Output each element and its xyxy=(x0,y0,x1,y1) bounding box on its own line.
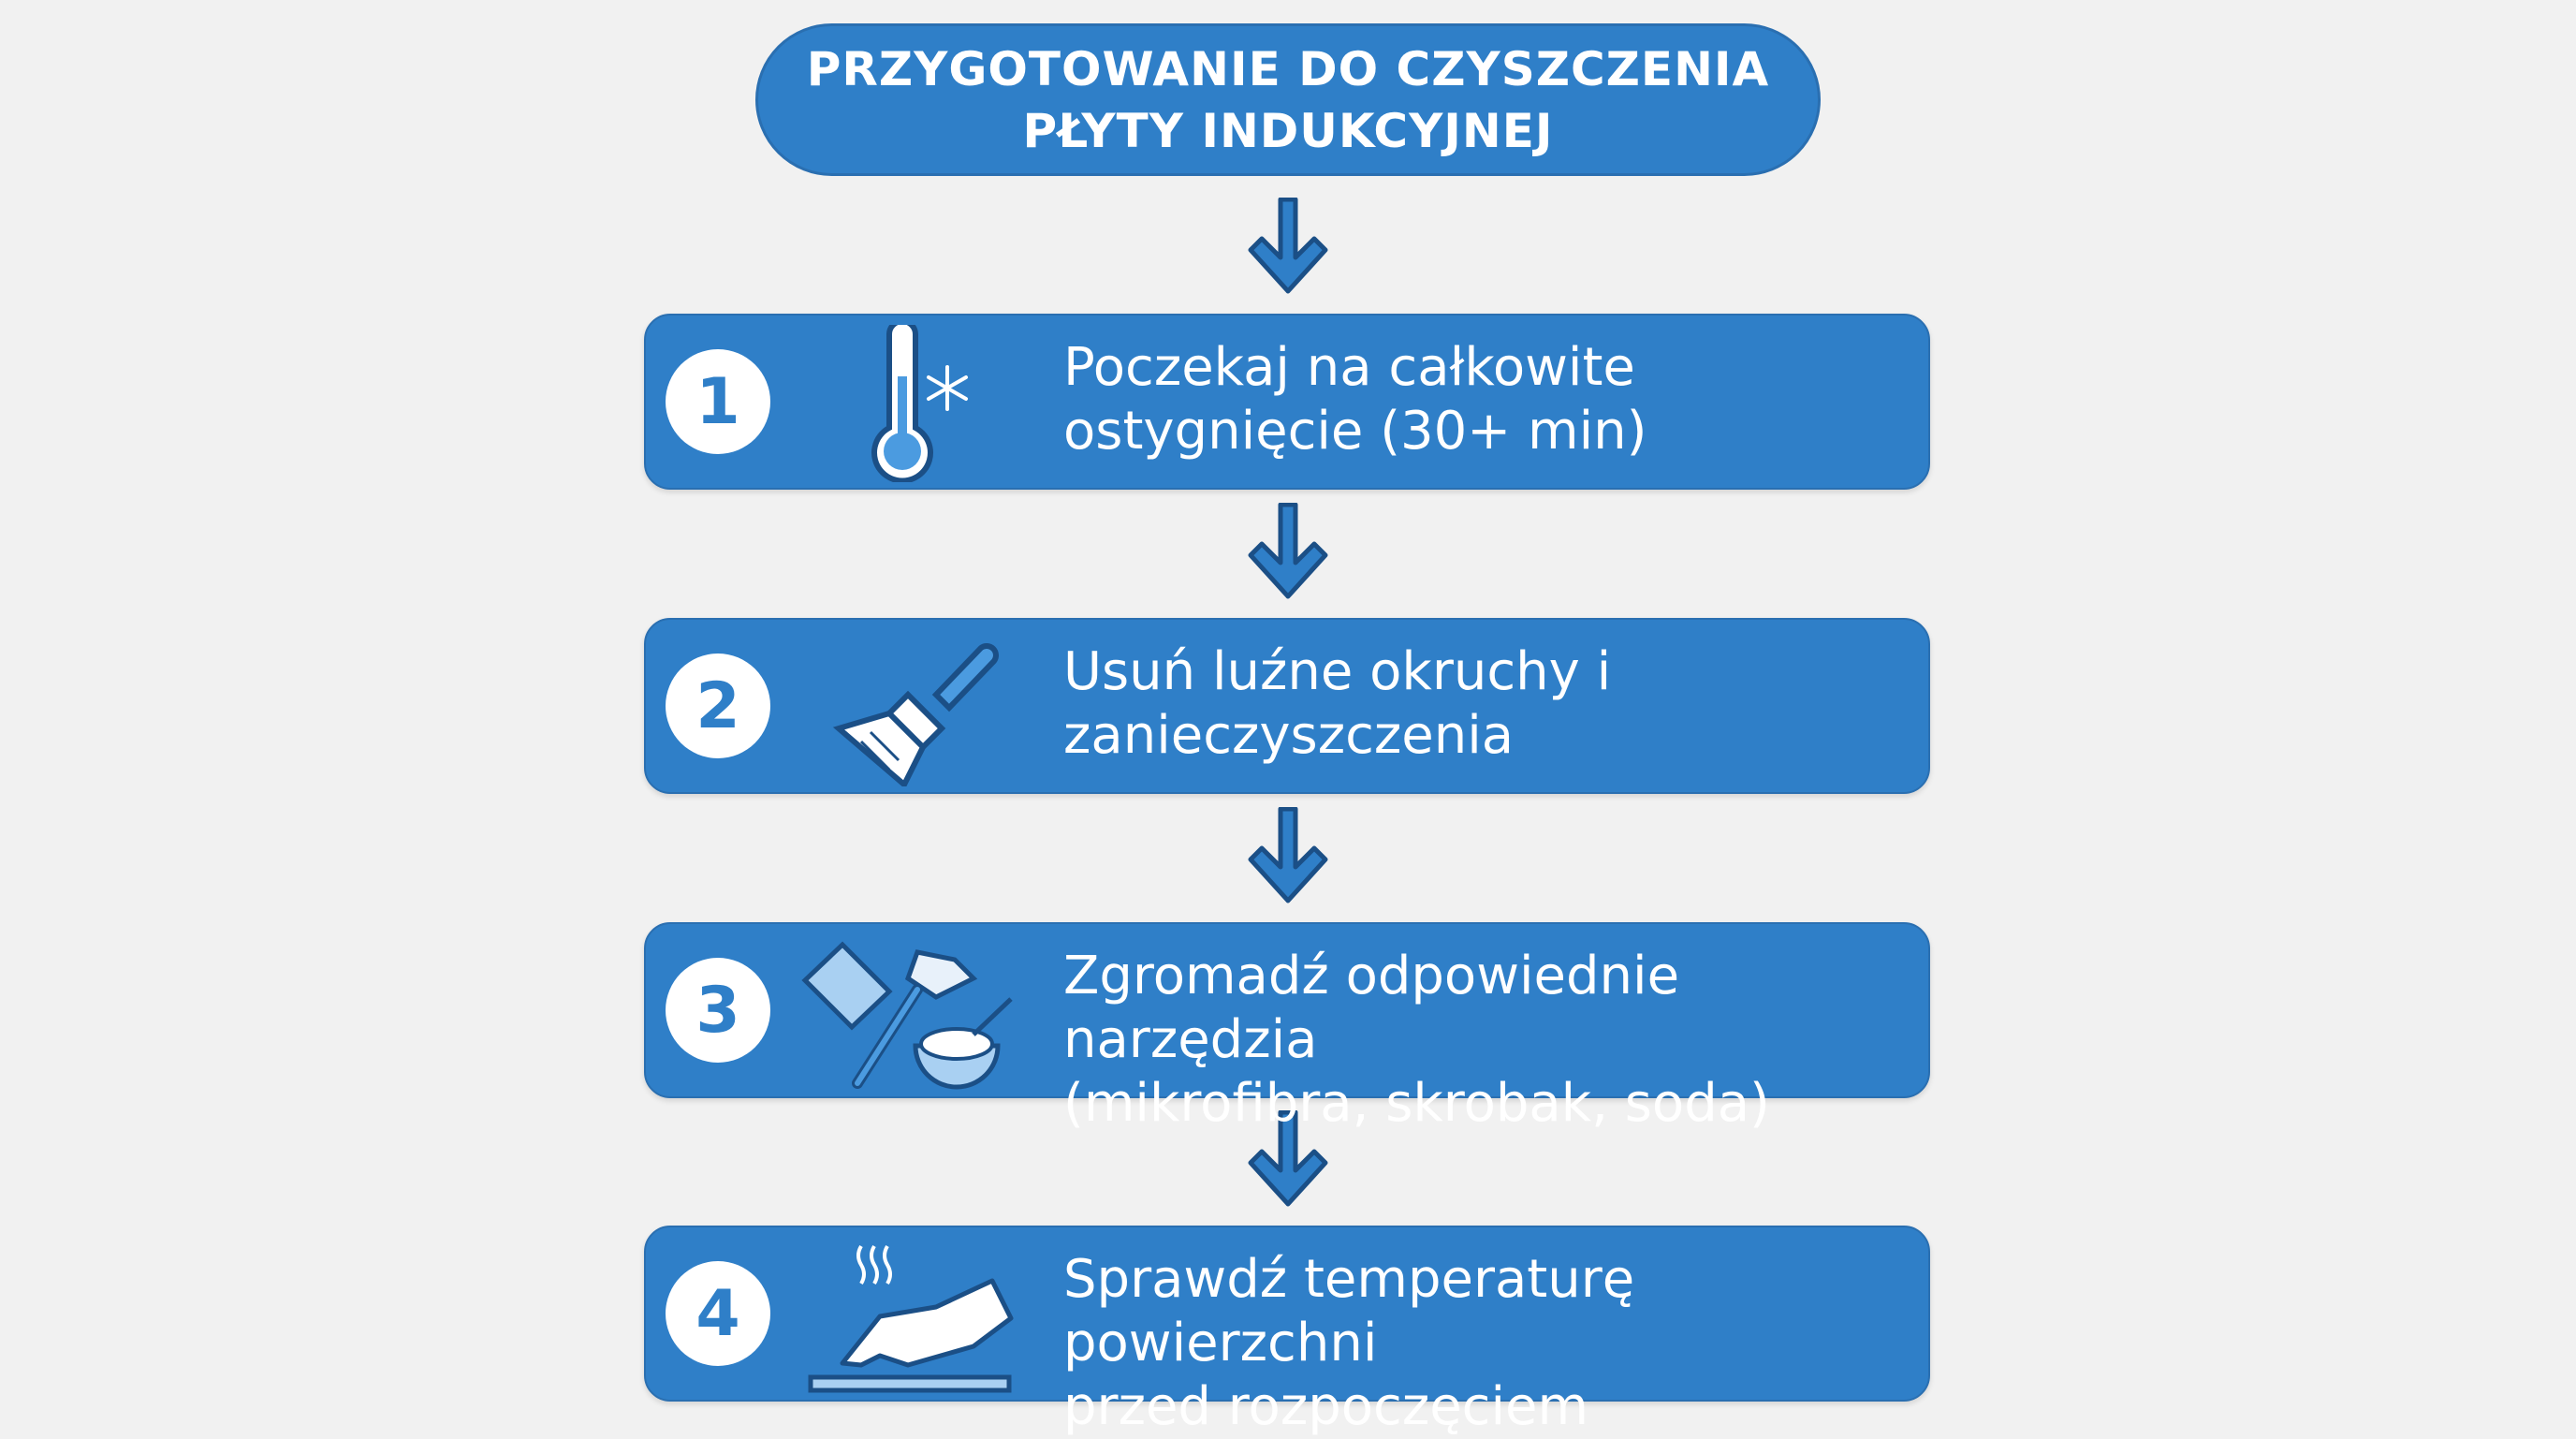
hand-heat-icon xyxy=(796,1237,1020,1394)
step-text-line-2: (mikrofibra, skrobak, soda) xyxy=(1063,1073,1770,1134)
step-number: 2 xyxy=(666,653,770,758)
title-line-1: PRZYGOTOWANIE DO CZYSZCZENIA xyxy=(806,41,1770,96)
step-text xyxy=(1063,945,1919,1136)
arrow-down-icon xyxy=(1237,807,1339,910)
step-number: 1 xyxy=(666,349,770,454)
tools-icon xyxy=(796,933,1020,1091)
step-text-line-1: Zgromadź odpowiednie narzędzia xyxy=(1063,946,1680,1070)
step-1 xyxy=(644,314,1930,490)
thermometer-snowflake-icon xyxy=(796,325,1020,482)
step-4 xyxy=(644,1226,1930,1437)
step-3 xyxy=(644,922,1930,1134)
step-text-line-2: ostygnięcie (30+ min) xyxy=(1063,401,1647,462)
step-text-line-1: Sprawdź temperaturę powierzchni xyxy=(1063,1249,1635,1373)
step-text xyxy=(1063,1248,1919,1439)
step-text xyxy=(1063,336,1919,463)
step-text-line-2: zanieczyszczenia xyxy=(1063,705,1515,766)
step-text xyxy=(1063,640,1919,768)
brush-icon xyxy=(796,629,1020,786)
title-line-2: PŁYTY INDUKCYJNEJ xyxy=(1022,103,1554,158)
step-text-line-2: przed rozpoczęciem xyxy=(1063,1376,1589,1437)
arrow-down-icon xyxy=(1237,198,1339,301)
page-title xyxy=(755,23,1821,176)
step-text-line-1: Usuń luźne okruchy i xyxy=(1063,641,1612,702)
step-number: 3 xyxy=(666,958,770,1063)
arrow-down-icon xyxy=(1237,503,1339,606)
step-number: 4 xyxy=(666,1261,770,1366)
step-text-line-1: Poczekaj na całkowite xyxy=(1063,337,1635,398)
step-2 xyxy=(644,618,1930,794)
